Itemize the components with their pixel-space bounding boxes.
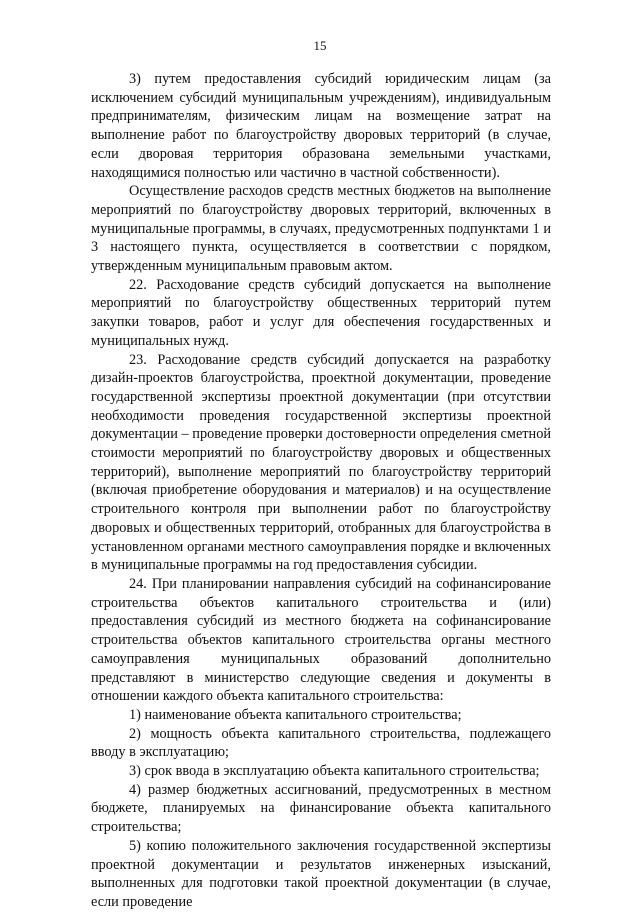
list-item-4: 4) размер бюджетных ассигнований, предусмотренных в местном бюджете, планируемых на финансирование объекта капитального строительства; (91, 781, 551, 836)
paragraph-22: 22. Расходование средств субсидий допускается на выполнение мероприятий по благоустройству общественных территорий путем закупки товаров, работ и услуг для обеспечения государственных и муниципальных нужд. (91, 276, 551, 349)
page-number: 15 (313, 38, 327, 53)
list-item-1: 1) наименование объекта капитального строительства; (129, 706, 462, 723)
list-item-5: 5) копию положительного заключения государственной экспертизы проектной документации и результатов инженерных изысканий, выполненных для подготовки такой проектной документации (в случае, если проведение (91, 837, 551, 910)
document-body (91, 70, 551, 912)
paragraph-3-subsidies: 3) путем предоставления субсидий юридическим лицам (за исключением субсидий муниципальным учреждениям), индивидуальным предпринимателям, физическим лицам на возмещение затрат на выполнение работ по благоустройству дворовых территорий (в случае, если дворовая территория образована земельными участками, находящимися полностью или частично в частной собственности). (91, 71, 551, 181)
list-item-3: 3) срок ввода в эксплуатацию объекта капитального строительства; (129, 763, 540, 780)
paragraph-23: 23. Расходование средств субсидий допускается на разработку дизайн-проектов благоустройства, проектной документации, проведение государственной экспертизы проектной документации (при отсутствии необходимости проведения государственной экспертизы проектной документации – проведение проверки достоверности определения сметной стоимости мероприятий по благоустройству дворовых и общественных территорий), выполнение мероприятий по благоустройству территорий (включая приобретение оборудования и материалов) и на осуществление строительного контроля при выполнении работ по благоустройству дворовых и общественных территорий, отобранных для благоустройства в установленном органами местного самоуправления порядке и включенных в муниципальные программы на год предоставления субсидии. (91, 351, 551, 574)
list-item-2: 2) мощность объекта капитального строительства, подлежащего вводу в эксплуатацию; (91, 725, 551, 761)
paragraph-24: 24. При планировании направления субсидий на софинансирование строительства объектов капитального строительства и (или) предоставления субсидий из местного бюджета на софинансирование строительства объектов капитального строительства органы местного самоуправления муниципальных образований дополнительно представляют в министерство следующие сведения и документы в отношении каждого объекта капитального строительства: (91, 575, 551, 705)
paragraph-local-budget-expenses: Осуществление расходов средств местных бюджетов на выполнение мероприятий по благоустройству дворовых территорий, включенных в муниципальные программы, в случаях, предусмотренных подпунктами 1 и 3 настоящего пункта, осуществляется в соответствии с порядком, утвержденным муниципальным правовым актом. (91, 183, 551, 275)
